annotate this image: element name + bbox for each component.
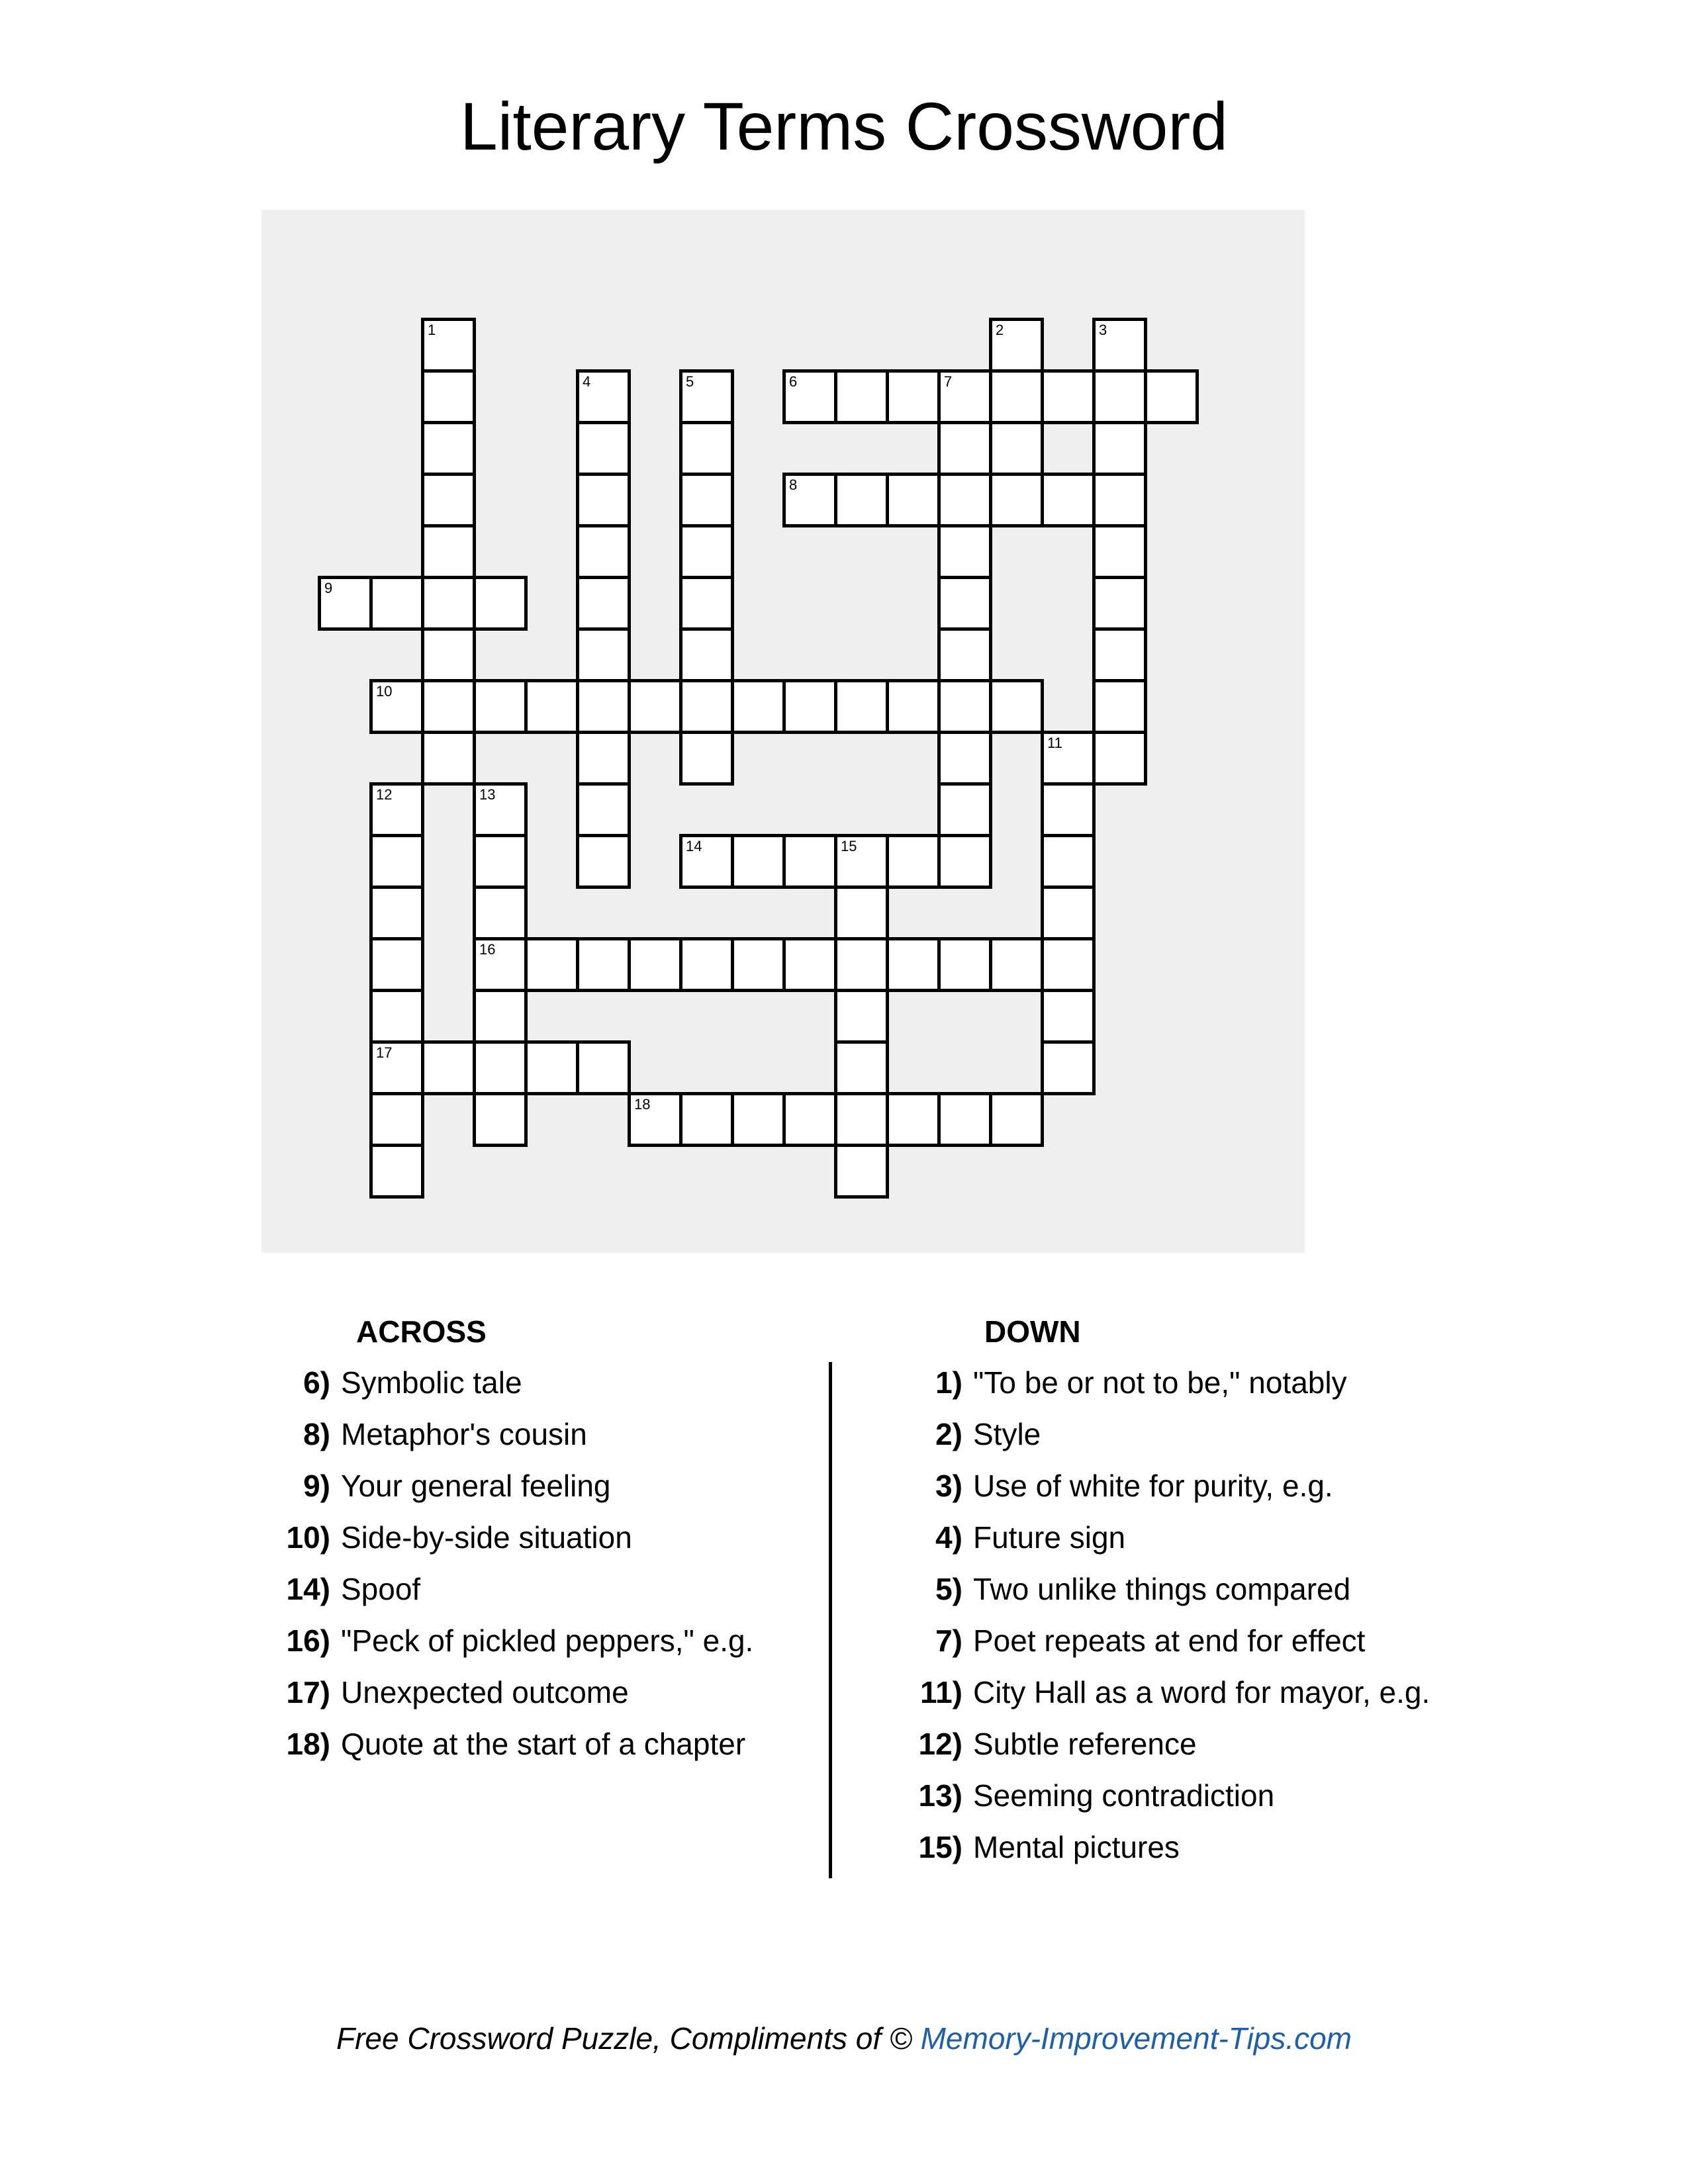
grid-cell[interactable] — [421, 318, 476, 373]
clue-text: Your general feeling — [341, 1469, 611, 1503]
cell-number: 3 — [1099, 322, 1107, 338]
grid-cell[interactable] — [989, 937, 1044, 992]
grid-cell[interactable] — [421, 421, 476, 476]
grid-cell[interactable] — [679, 1092, 734, 1147]
grid-cell[interactable] — [989, 421, 1044, 476]
grid-cell[interactable] — [937, 782, 992, 837]
grid-cell[interactable] — [524, 937, 579, 992]
grid-cell[interactable] — [576, 627, 631, 682]
grid-cell[interactable] — [886, 473, 941, 527]
grid-cell[interactable] — [782, 1092, 837, 1147]
grid-cell[interactable] — [421, 679, 476, 734]
grid-cell[interactable] — [679, 369, 734, 424]
grid-cell[interactable] — [886, 679, 941, 734]
grid-cell[interactable] — [989, 679, 1044, 734]
grid-cell[interactable] — [679, 731, 734, 786]
grid-cell[interactable] — [576, 937, 631, 992]
clue-number: 1) — [935, 1365, 962, 1400]
grid-cell[interactable] — [886, 834, 941, 889]
cell-number: 14 — [686, 838, 702, 854]
grid-cell[interactable] — [834, 1092, 889, 1147]
cell-number: 1 — [428, 322, 436, 338]
clue-number: 17) — [286, 1675, 330, 1709]
grid-cell[interactable] — [421, 473, 476, 527]
grid-cell[interactable] — [473, 1092, 528, 1147]
grid-cell[interactable] — [937, 369, 992, 424]
grid-cell[interactable] — [473, 576, 528, 631]
clue-text: Future sign — [973, 1520, 1126, 1555]
grid-cell[interactable] — [679, 473, 734, 527]
clue-number: 8) — [303, 1417, 330, 1451]
grid-cell[interactable] — [1092, 369, 1147, 424]
grid-cell[interactable] — [679, 421, 734, 476]
clue-text: City Hall as a word for mayor, e.g. — [973, 1675, 1430, 1709]
grid-cell[interactable] — [1041, 1040, 1096, 1095]
grid-cell[interactable] — [628, 679, 682, 734]
clue-text: Two unlike things compared — [973, 1572, 1351, 1606]
grid-cell[interactable] — [679, 627, 734, 682]
footer-text: Free Crossword Puzzle, Compliments of © — [336, 2021, 921, 2056]
grid-cell[interactable] — [937, 421, 992, 476]
footer-link[interactable]: Memory-Improvement-Tips.com — [920, 2021, 1352, 2056]
cell-number: 8 — [789, 477, 798, 493]
cell-number: 18 — [634, 1096, 651, 1113]
grid-cell[interactable] — [937, 627, 992, 682]
grid-cell[interactable] — [369, 576, 424, 631]
grid-cell[interactable] — [576, 473, 631, 527]
grid-cell[interactable] — [937, 834, 992, 889]
grid-cell[interactable] — [421, 524, 476, 579]
down-heading: DOWN — [984, 1314, 1081, 1349]
grid-cell[interactable] — [782, 679, 837, 734]
grid-cell[interactable] — [473, 1040, 528, 1095]
footer — [0, 2021, 1688, 2057]
clue-number: 6) — [303, 1365, 330, 1400]
clue-number: 11) — [920, 1675, 962, 1709]
grid-cell[interactable] — [1041, 937, 1096, 992]
grid-cell[interactable] — [1041, 782, 1096, 837]
grid-cell[interactable] — [937, 576, 992, 631]
grid-cell[interactable] — [369, 782, 424, 837]
grid-cell[interactable] — [576, 679, 631, 734]
grid-cell[interactable] — [1092, 421, 1147, 476]
grid-cell[interactable] — [937, 679, 992, 734]
grid-cell[interactable] — [524, 1040, 579, 1095]
grid-cell[interactable] — [369, 834, 424, 889]
clue-text: Subtle reference — [973, 1727, 1197, 1761]
grid-cell[interactable] — [834, 834, 889, 889]
grid-cell[interactable] — [576, 782, 631, 837]
grid-cell[interactable] — [1092, 731, 1147, 786]
grid-cell[interactable] — [989, 318, 1044, 373]
grid-cell[interactable] — [782, 369, 837, 424]
grid-cell[interactable] — [524, 679, 579, 734]
grid-cell[interactable] — [937, 731, 992, 786]
cell-number: 2 — [996, 322, 1004, 338]
grid-cell[interactable] — [1041, 473, 1096, 527]
grid-cell[interactable] — [731, 1092, 786, 1147]
grid-cell[interactable] — [1092, 524, 1147, 579]
clue-number: 2) — [935, 1417, 962, 1451]
grid-cell[interactable] — [318, 576, 373, 631]
grid-cell[interactable] — [473, 834, 528, 889]
grid-cell[interactable] — [989, 473, 1044, 527]
grid-cell[interactable] — [369, 937, 424, 992]
grid-cell[interactable] — [886, 937, 941, 992]
grid-cell[interactable] — [886, 369, 941, 424]
clue-number: 18) — [286, 1727, 330, 1761]
clue-text: Spoof — [341, 1572, 421, 1606]
grid-cell[interactable] — [782, 834, 837, 889]
grid-cell[interactable] — [834, 473, 889, 527]
clue-number: 10) — [286, 1520, 330, 1555]
grid-cell[interactable] — [421, 627, 476, 682]
grid-cell[interactable] — [679, 679, 734, 734]
grid-cell[interactable] — [473, 782, 528, 837]
clue-number: 15) — [918, 1830, 962, 1864]
grid-cell[interactable] — [1041, 369, 1096, 424]
clue-number: 13) — [918, 1778, 962, 1813]
grid-cell[interactable] — [421, 731, 476, 786]
grid-cell[interactable] — [421, 576, 476, 631]
cell-number: 13 — [479, 786, 496, 803]
clue-text: Seeming contradiction — [973, 1778, 1275, 1813]
grid-cell[interactable] — [782, 473, 837, 527]
grid-cell[interactable] — [834, 937, 889, 992]
grid-cell[interactable] — [886, 1092, 941, 1147]
across-heading: ACROSS — [356, 1314, 487, 1349]
grid-cell[interactable] — [1092, 627, 1147, 682]
clue-text: "Peck of pickled peppers," e.g. — [341, 1623, 754, 1658]
grid-cell[interactable] — [576, 369, 631, 424]
cell-number: 12 — [376, 786, 393, 803]
grid-cell[interactable] — [473, 937, 528, 992]
clue-text: Metaphor's cousin — [341, 1417, 587, 1451]
grid-cell[interactable] — [369, 886, 424, 940]
clue-text: Side-by-side situation — [341, 1520, 632, 1555]
grid-cell[interactable] — [834, 1040, 889, 1095]
clue-number: 7) — [935, 1623, 962, 1658]
cell-number: 10 — [376, 683, 393, 700]
clue-text: Mental pictures — [973, 1830, 1180, 1864]
clue-number: 14) — [286, 1572, 330, 1606]
grid-cell[interactable] — [834, 989, 889, 1044]
grid-cell[interactable] — [1041, 834, 1096, 889]
clue-number: 4) — [935, 1520, 962, 1555]
grid-cell[interactable] — [1092, 318, 1147, 373]
grid-cell[interactable] — [576, 421, 631, 476]
grid-cell[interactable] — [989, 1092, 1044, 1147]
clue-text: Symbolic tale — [341, 1365, 522, 1400]
crossword-grid — [261, 210, 1305, 1253]
clue-text: Style — [973, 1417, 1041, 1451]
grid-cell[interactable] — [369, 989, 424, 1044]
cell-number: 5 — [686, 373, 694, 390]
clue-number: 9) — [303, 1469, 330, 1503]
cell-number: 15 — [841, 838, 857, 854]
grid-cell[interactable] — [576, 731, 631, 786]
grid-cell[interactable] — [576, 834, 631, 889]
grid-cell[interactable] — [937, 937, 992, 992]
grid-cell[interactable] — [731, 834, 786, 889]
grid-cell[interactable] — [1092, 473, 1147, 527]
cell-number: 11 — [1047, 735, 1062, 751]
cell-number: 16 — [479, 941, 496, 958]
grid-cell[interactable] — [679, 576, 734, 631]
grid-cell[interactable] — [369, 1144, 424, 1199]
grid-cell[interactable] — [576, 524, 631, 579]
grid-cell[interactable] — [1041, 731, 1096, 786]
cell-number: 7 — [944, 373, 953, 390]
grid-cell[interactable] — [1144, 369, 1199, 424]
grid-cell[interactable] — [576, 1040, 631, 1095]
grid-cell[interactable] — [473, 989, 528, 1044]
grid-cell[interactable] — [1092, 679, 1147, 734]
grid-cell[interactable] — [782, 937, 837, 992]
grid-cell[interactable] — [731, 937, 786, 992]
grid-cell[interactable] — [1041, 989, 1096, 1044]
grid-cell[interactable] — [1092, 576, 1147, 631]
clue-number: 5) — [935, 1572, 962, 1606]
grid-cell[interactable] — [679, 524, 734, 579]
grid-cell[interactable] — [369, 1040, 424, 1095]
grid-cell[interactable] — [421, 1040, 476, 1095]
grid-cell[interactable] — [679, 834, 734, 889]
cell-number: 9 — [324, 580, 333, 596]
cell-number: 4 — [583, 373, 591, 390]
grid-cell[interactable] — [1041, 886, 1096, 940]
clue-number: 3) — [935, 1469, 962, 1503]
grid-cell[interactable] — [369, 679, 424, 734]
grid-cell[interactable] — [576, 576, 631, 631]
grid-cell[interactable] — [834, 679, 889, 734]
grid-cell[interactable] — [369, 1092, 424, 1147]
grid-cell[interactable] — [937, 524, 992, 579]
page-title: Literary Terms Crossword — [459, 89, 1229, 164]
clue-text: "To be or not to be," notably — [973, 1365, 1347, 1400]
clue-number: 16) — [286, 1623, 330, 1658]
grid-cell[interactable] — [834, 886, 889, 940]
cell-number: 6 — [789, 373, 798, 390]
clue-text: Poet repeats at end for effect — [973, 1623, 1366, 1658]
grid-cell[interactable] — [421, 369, 476, 424]
grid-cell[interactable] — [937, 1092, 992, 1147]
grid-cell[interactable] — [731, 679, 786, 734]
grid-cell[interactable] — [473, 679, 528, 734]
grid-cell[interactable] — [937, 473, 992, 527]
grid-cell[interactable] — [679, 937, 734, 992]
grid-cell[interactable] — [628, 1092, 682, 1147]
clue-text: Quote at the start of a chapter — [341, 1727, 746, 1761]
clue-text: Unexpected outcome — [341, 1675, 629, 1709]
grid-cell[interactable] — [473, 886, 528, 940]
grid-cell[interactable] — [834, 1144, 889, 1199]
grid-cell[interactable] — [628, 937, 682, 992]
clue-divider — [829, 1362, 832, 1878]
clue-text: Use of white for purity, e.g. — [973, 1469, 1333, 1503]
grid-cell[interactable] — [989, 369, 1044, 424]
cell-number: 17 — [376, 1044, 393, 1061]
grid-cell[interactable] — [834, 369, 889, 424]
clue-number: 12) — [918, 1727, 962, 1761]
